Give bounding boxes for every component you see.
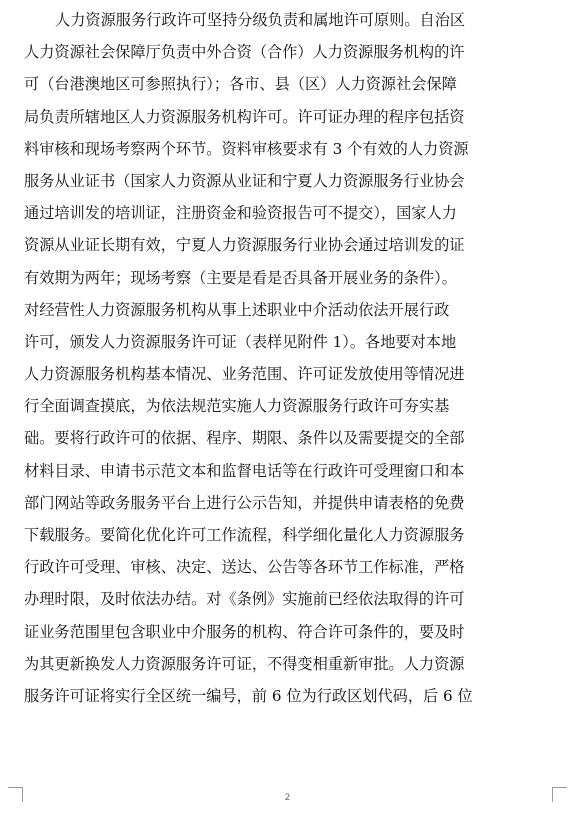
text-line: 许可，颁发人力资源服务许可证（表样见附件 1）。各地要对本地 xyxy=(24,332,457,351)
text-line: 可（台港澳地区可参照执行）；各市、县（区）人力资源社会保障 xyxy=(24,75,457,94)
text-line: 材料目录、申请书示范文本和监督电话等在行政许可受理窗口和本 xyxy=(24,461,465,480)
text-line: 人力资源社会保障厅负责中外合资（合作）人力资源服务机构的许 xyxy=(24,43,465,62)
text-line: 有效期为两年；现场考察（主要是看是否具备开展业务的条件）。 xyxy=(24,268,457,287)
text-line: 资源从业证长期有效，宁夏人力资源服务行业协会通过培训发的证 xyxy=(24,236,465,255)
text-line: 行全面调查摸底，为依法规范实施人力资源服务行政许可夯实基 xyxy=(24,397,450,416)
page-number: 2 xyxy=(284,793,291,803)
text-line: 行政许可受理、审核、决定、送达、公告等各环节工作标准，严格 xyxy=(24,558,465,577)
text-line: 为其更新换发人力资源服务许可证，不得变相重新审批。人力资源 xyxy=(24,654,465,673)
document-body xyxy=(24,4,552,712)
text-line: 下载服务。要简化优化许可工作流程，科学细化量化人力资源服务 xyxy=(24,526,465,544)
text-line: 料审核和现场考察两个环节。资料审核要求有 3 个有效的人力资源 xyxy=(24,139,469,158)
text-line: 人力资源服务行政许可坚持分级负责和属地许可原则。自治区 xyxy=(55,11,466,29)
text-line: 通过培训发的培训证，注册资金和验资报告可不提交），国家人力 xyxy=(24,204,457,223)
text-line: 对经营性人力资源服务机构从事上述职业中介活动依法开展行政 xyxy=(24,300,450,319)
text-line: 办理时限，及时依法办结。对《条例》实施前已经依法取得的许可 xyxy=(24,590,465,609)
text-line: 部门网站等政务服务平台上进行公示告知，并提供申请表格的免费 xyxy=(24,493,465,512)
text-line: 人力资源服务机构基本情况、业务范围、许可证发放使用等情况进 xyxy=(24,365,465,384)
text-line: 础。要将行政许可的依据、程序、期限、条件以及需要提交的全部 xyxy=(24,429,465,448)
text-line: 服务从业证书（国家人力资源从业证和宁夏人力资源服务行业协会 xyxy=(24,171,465,190)
text-line: 证业务范围里包含职业中介服务的机构、符合许可条件的，要及时 xyxy=(24,622,465,641)
text-line: 局负责所辖地区人力资源服务机构许可。许可证办理的程序包括资 xyxy=(24,107,465,126)
text-line: 服务许可证将实行全区统一编号，前 6 位为行政区划代码，后 6 位 xyxy=(24,686,473,705)
